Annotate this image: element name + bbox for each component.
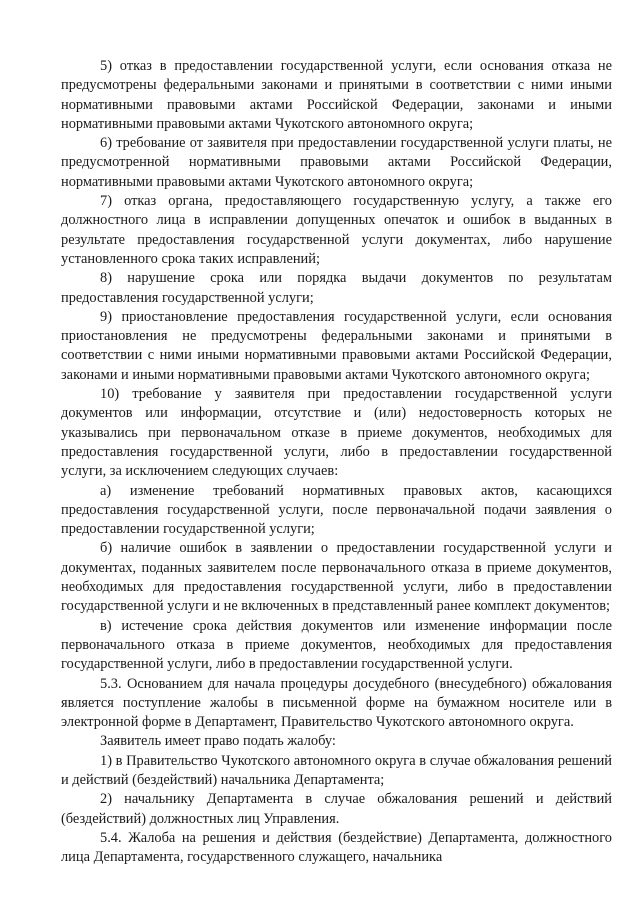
paragraph-subitem-v: в) истечение срока действия документов или изменение информации после первоначального отказа в приеме документов, необходимых для предоставления государственной услуги, либо в предоставлении государственной услуги. bbox=[61, 617, 612, 673]
paragraph-section-5-3: 5.3. Основанием для начала процедуры досудебного (внесудебного) обжалования является поступление жалобы в письменной форме на бумажном носителе или в электронной форме в Департамент, Правительство Чукотского автономного округа. bbox=[61, 675, 612, 731]
paragraph-item-7: 7) отказ органа, предоставляющего государственную услугу, а также его должностного лица в исправлении допущенных опечаток и ошибок в выданных в результате предоставления государственной услуги документах, либо нарушение установленного срока таких исправлений; bbox=[61, 193, 612, 267]
document-page bbox=[61, 57, 612, 867]
paragraph-complaint-right: Заявитель имеет право подать жалобу: bbox=[100, 733, 336, 750]
paragraph-item-5: 5) отказ в предоставлении государственной услуги, если основания отказа не предусмотрены федеральными законами и принятыми в соответствии с ними иными нормативными правовыми актами Российской Федерации, законами и иными нормативными правовыми актами Чукотского автономного округа; bbox=[61, 58, 612, 132]
paragraph-item-6: 6) требование от заявителя при предоставлении государственной услуги платы, не предусмотренной нормативными правовыми актами Российской Федерации, нормативными правовыми актами Чукотского автономного округа; bbox=[61, 135, 612, 190]
paragraph-section-5-4: 5.4. Жалоба на решения и действия (бездействие) Департамента, должностного лица Департамента, государственного служащего, начальника bbox=[61, 829, 612, 866]
paragraph-subitem-b: б) наличие ошибок в заявлении о предоставлении государственной услуги и документах, поданных заявителем после первоначального отказа в приеме документов, необходимых для предоставления государственной услуги, либо в предоставлении государственной услуги и не включенных в представленный ранее комплект документов; bbox=[61, 540, 612, 615]
paragraph-item-8: 8) нарушение срока или порядка выдачи документов по результатам предоставления государственной услуги; bbox=[61, 270, 612, 306]
paragraph-subitem-a: а) изменение требований нормативных правовых актов, касающихся предоставления государственной услуги, после первоначальной подачи заявления о предоставлении государственной услуги; bbox=[61, 482, 612, 538]
paragraph-item-9: 9) приостановление предоставления государственной услуги, если основания приостановления не предусмотрены федеральными законами и принятыми в соответствии с ними иными нормативными правовыми актами Российской Федерации, законами и иными нормативными правовыми актами Чукотского автономного округа; bbox=[61, 308, 612, 383]
paragraph-complaint-option-2: 2) начальнику Департамента в случае обжалования решений и действий (бездействий) должностных лиц Управления. bbox=[61, 791, 612, 827]
paragraph-item-10: 10) требование у заявителя при предоставлении государственной услуги документов или информации, отсутствие и (или) недостоверность которых не указывались при первоначальном отказе в приеме документов, необходимых для предоставления государственной услуги, либо в предоставлении государственной услуги, за исключением следующих случаев: bbox=[61, 386, 612, 480]
paragraph-complaint-option-1: 1) в Правительство Чукотского автономного округа в случае обжалования решений и действий (бездействий) начальника Департамента; bbox=[61, 752, 612, 788]
